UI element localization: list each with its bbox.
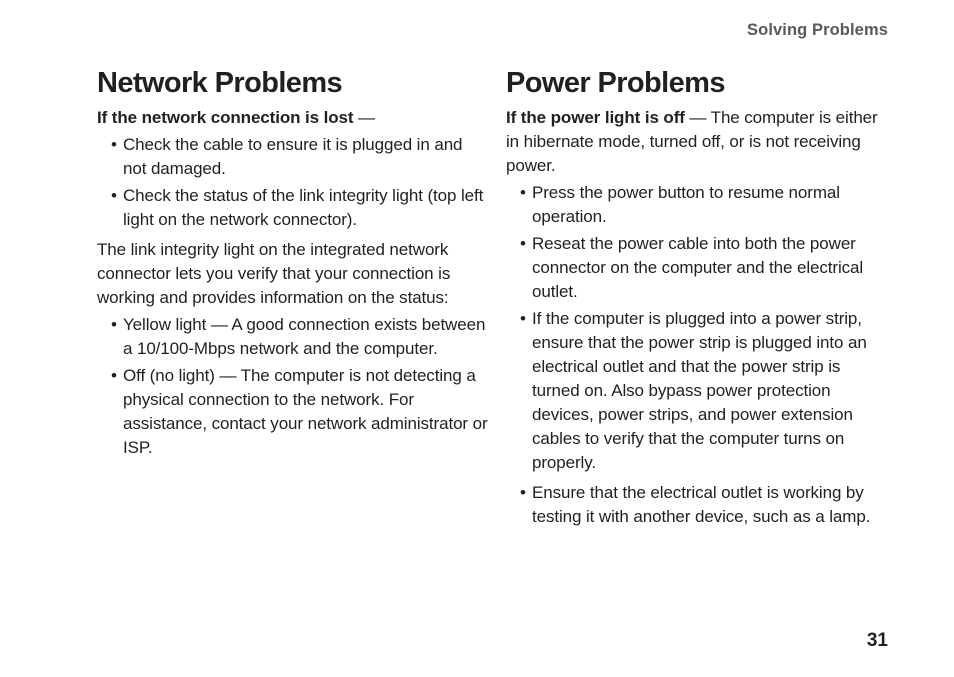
- power-step-item-power-strip: • If the computer is plugged into a power strip, ensure that the power strip is plugged into an electrical outlet and that the power strip is turned on. Also bypass power protection devices, power strips, and power extension cables to verify that the computer turns on properly.: [506, 307, 892, 475]
- power-step-item-reseat: • Reseat the power cable into both the power connector on the computer and the electrical outlet.: [506, 232, 892, 304]
- link-integrity-paragraph: The link integrity light on the integrated network connector lets you verify that your connection is working and provides information on the status:: [97, 240, 451, 307]
- page-number: 31: [866, 630, 888, 651]
- link-status-list: [97, 313, 489, 460]
- network-lead-rest: —: [353, 108, 375, 127]
- network-check-item-cable: • Check the cable to ensure it is plugged in and not damaged.: [97, 133, 489, 181]
- power-problems-heading: Power Problems: [506, 67, 725, 99]
- power-problems-section: [506, 64, 892, 529]
- running-header: Solving Problems: [747, 21, 888, 39]
- link-status-item-off: • Off (no light) — The computer is not detecting a physical connection to the network. For assistance, contact your network administrator or ISP.: [97, 364, 489, 460]
- link-status-item-yellow: • Yellow light — A good connection exists between a 10/100-Mbps network and the computer.: [97, 313, 489, 361]
- network-lead-text: [97, 106, 489, 130]
- power-step-item-button: • Press the power button to resume normal operation.: [506, 181, 892, 229]
- network-problems-section: [97, 64, 489, 460]
- power-lead-bold: If the power light is off: [506, 108, 685, 127]
- power-step-item-outlet: • Ensure that the electrical outlet is working by testing it with another device, such as a lamp.: [506, 481, 892, 529]
- power-steps-list: [506, 181, 892, 529]
- network-problems-heading: Network Problems: [97, 67, 343, 99]
- network-lead-bold: If the network connection is lost: [97, 108, 354, 127]
- power-lead-rest: — The computer is either in hibernate mode, turned off, or is not receiving power.: [506, 108, 878, 175]
- network-checks-list: [97, 133, 489, 232]
- power-lead-text: [506, 106, 892, 178]
- network-check-item-link-light: • Check the status of the link integrity light (top left light on the network connector).: [97, 184, 489, 232]
